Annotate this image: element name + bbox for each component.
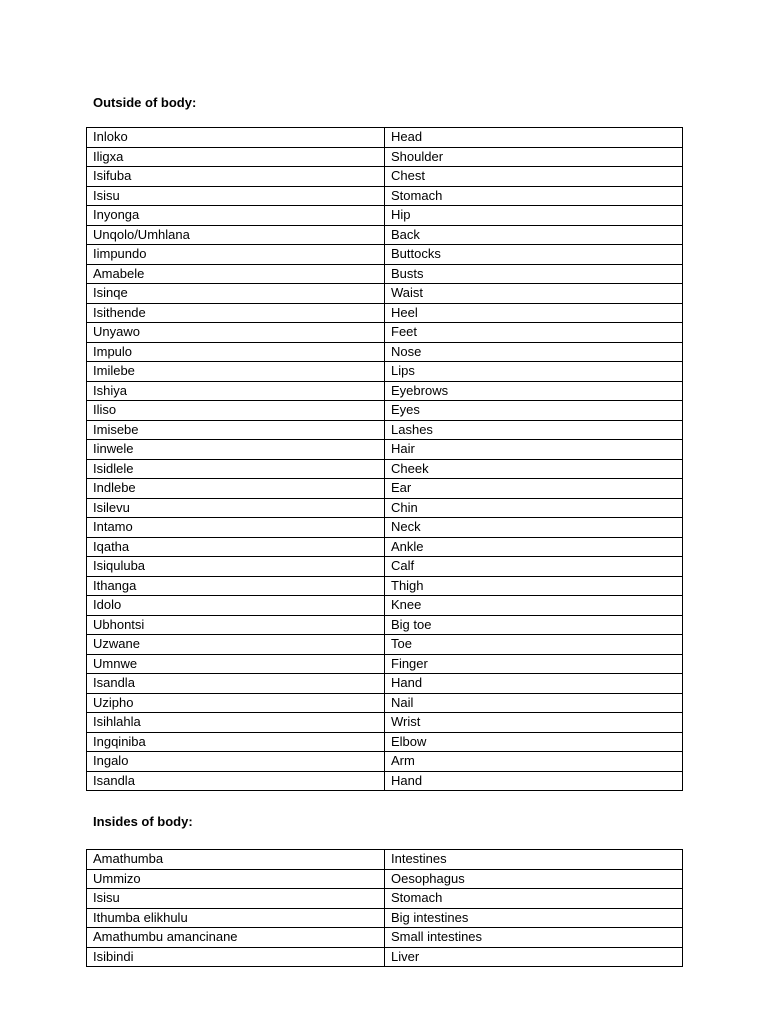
english-term-cell: Nose xyxy=(385,342,683,362)
table-row xyxy=(87,381,683,401)
xhosa-term-cell: Isibindi xyxy=(87,947,385,967)
table-row xyxy=(87,440,683,460)
english-term-cell: Heel xyxy=(385,303,683,323)
xhosa-term-cell: Unqolo/Umhlana xyxy=(87,225,385,245)
table-row xyxy=(87,206,683,226)
xhosa-term-cell: Isihlahla xyxy=(87,713,385,733)
table-row xyxy=(87,459,683,479)
table-row xyxy=(87,947,683,967)
english-term-cell: Shoulder xyxy=(385,147,683,167)
english-term-cell: Big intestines xyxy=(385,908,683,928)
table-row xyxy=(87,323,683,343)
table-row xyxy=(87,732,683,752)
english-term-cell: Back xyxy=(385,225,683,245)
xhosa-term-cell: Isisu xyxy=(87,889,385,909)
xhosa-term-cell: Imilebe xyxy=(87,362,385,382)
english-term-cell: Hair xyxy=(385,440,683,460)
english-term-cell: Cheek xyxy=(385,459,683,479)
english-term-cell: Wrist xyxy=(385,713,683,733)
xhosa-term-cell: Isisu xyxy=(87,186,385,206)
table-row xyxy=(87,596,683,616)
heading-outside-of-body: Outside of body: xyxy=(93,95,197,110)
english-term-cell: Elbow xyxy=(385,732,683,752)
english-term-cell: Ear xyxy=(385,479,683,499)
english-term-cell: Waist xyxy=(385,284,683,304)
table-row xyxy=(87,245,683,265)
english-term-cell: Lashes xyxy=(385,420,683,440)
table-row xyxy=(87,615,683,635)
xhosa-term-cell: Isithende xyxy=(87,303,385,323)
english-term-cell: Stomach xyxy=(385,186,683,206)
table-row xyxy=(87,654,683,674)
english-term-cell: Toe xyxy=(385,635,683,655)
english-term-cell: Arm xyxy=(385,752,683,772)
table-row xyxy=(87,693,683,713)
english-term-cell: Stomach xyxy=(385,889,683,909)
table-row xyxy=(87,186,683,206)
english-term-cell: Thigh xyxy=(385,576,683,596)
xhosa-term-cell: Inyonga xyxy=(87,206,385,226)
english-term-cell: Busts xyxy=(385,264,683,284)
xhosa-term-cell: Unyawo xyxy=(87,323,385,343)
english-term-cell: Liver xyxy=(385,947,683,967)
xhosa-term-cell: Indlebe xyxy=(87,479,385,499)
xhosa-term-cell: Ishiya xyxy=(87,381,385,401)
table-row xyxy=(87,264,683,284)
english-term-cell: Eyes xyxy=(385,401,683,421)
english-term-cell: Chin xyxy=(385,498,683,518)
table-row xyxy=(87,713,683,733)
english-term-cell: Big toe xyxy=(385,615,683,635)
xhosa-term-cell: Uzipho xyxy=(87,693,385,713)
english-term-cell: Lips xyxy=(385,362,683,382)
xhosa-term-cell: Inloko xyxy=(87,128,385,148)
xhosa-term-cell: Amabele xyxy=(87,264,385,284)
english-term-cell: Oesophagus xyxy=(385,869,683,889)
table-row xyxy=(87,284,683,304)
english-term-cell: Intestines xyxy=(385,850,683,870)
xhosa-term-cell: Iinwele xyxy=(87,440,385,460)
english-term-cell: Nail xyxy=(385,693,683,713)
table-row xyxy=(87,752,683,772)
english-term-cell: Feet xyxy=(385,323,683,343)
table-row xyxy=(87,908,683,928)
xhosa-term-cell: Isandla xyxy=(87,674,385,694)
english-term-cell: Small intestines xyxy=(385,928,683,948)
xhosa-term-cell: Ithumba elikhulu xyxy=(87,908,385,928)
xhosa-term-cell: Iligxa xyxy=(87,147,385,167)
english-term-cell: Knee xyxy=(385,596,683,616)
xhosa-term-cell: Ithanga xyxy=(87,576,385,596)
table-row xyxy=(87,771,683,791)
table-row xyxy=(87,576,683,596)
table-row xyxy=(87,889,683,909)
xhosa-term-cell: Ingalo xyxy=(87,752,385,772)
english-term-cell: Neck xyxy=(385,518,683,538)
table-row xyxy=(87,928,683,948)
xhosa-term-cell: Ubhontsi xyxy=(87,615,385,635)
table-row xyxy=(87,303,683,323)
table-row xyxy=(87,420,683,440)
xhosa-term-cell: Isandla xyxy=(87,771,385,791)
xhosa-term-cell: Amathumbu amancinane xyxy=(87,928,385,948)
table-row xyxy=(87,225,683,245)
table-row xyxy=(87,537,683,557)
xhosa-term-cell: Imisebe xyxy=(87,420,385,440)
table-row xyxy=(87,479,683,499)
xhosa-term-cell: Iliso xyxy=(87,401,385,421)
english-term-cell: Buttocks xyxy=(385,245,683,265)
xhosa-term-cell: Intamo xyxy=(87,518,385,538)
table-insides-of-body xyxy=(86,849,683,967)
table-outside-of-body xyxy=(86,127,683,791)
xhosa-term-cell: Iqatha xyxy=(87,537,385,557)
xhosa-term-cell: Ummizo xyxy=(87,869,385,889)
table-row xyxy=(87,869,683,889)
english-term-cell: Chest xyxy=(385,167,683,187)
xhosa-term-cell: Ingqiniba xyxy=(87,732,385,752)
table-row xyxy=(87,401,683,421)
table-row xyxy=(87,674,683,694)
table-row xyxy=(87,167,683,187)
english-term-cell: Ankle xyxy=(385,537,683,557)
xhosa-term-cell: Impulo xyxy=(87,342,385,362)
english-term-cell: Hand xyxy=(385,771,683,791)
heading-insides-of-body: Insides of body: xyxy=(93,814,193,829)
table-row xyxy=(87,498,683,518)
xhosa-term-cell: Umnwe xyxy=(87,654,385,674)
xhosa-term-cell: Isinqe xyxy=(87,284,385,304)
xhosa-term-cell: Isilevu xyxy=(87,498,385,518)
english-term-cell: Hip xyxy=(385,206,683,226)
english-term-cell: Calf xyxy=(385,557,683,577)
xhosa-term-cell: Isidlele xyxy=(87,459,385,479)
xhosa-term-cell: Isiquluba xyxy=(87,557,385,577)
xhosa-term-cell: Idolo xyxy=(87,596,385,616)
english-term-cell: Hand xyxy=(385,674,683,694)
table-row xyxy=(87,147,683,167)
table-row xyxy=(87,557,683,577)
english-term-cell: Eyebrows xyxy=(385,381,683,401)
xhosa-term-cell: Iimpundo xyxy=(87,245,385,265)
table-row xyxy=(87,635,683,655)
xhosa-term-cell: Uzwane xyxy=(87,635,385,655)
xhosa-term-cell: Isifuba xyxy=(87,167,385,187)
english-term-cell: Head xyxy=(385,128,683,148)
table-row xyxy=(87,362,683,382)
table-row xyxy=(87,342,683,362)
table-row xyxy=(87,128,683,148)
xhosa-term-cell: Amathumba xyxy=(87,850,385,870)
english-term-cell: Finger xyxy=(385,654,683,674)
table-row xyxy=(87,850,683,870)
table-row xyxy=(87,518,683,538)
